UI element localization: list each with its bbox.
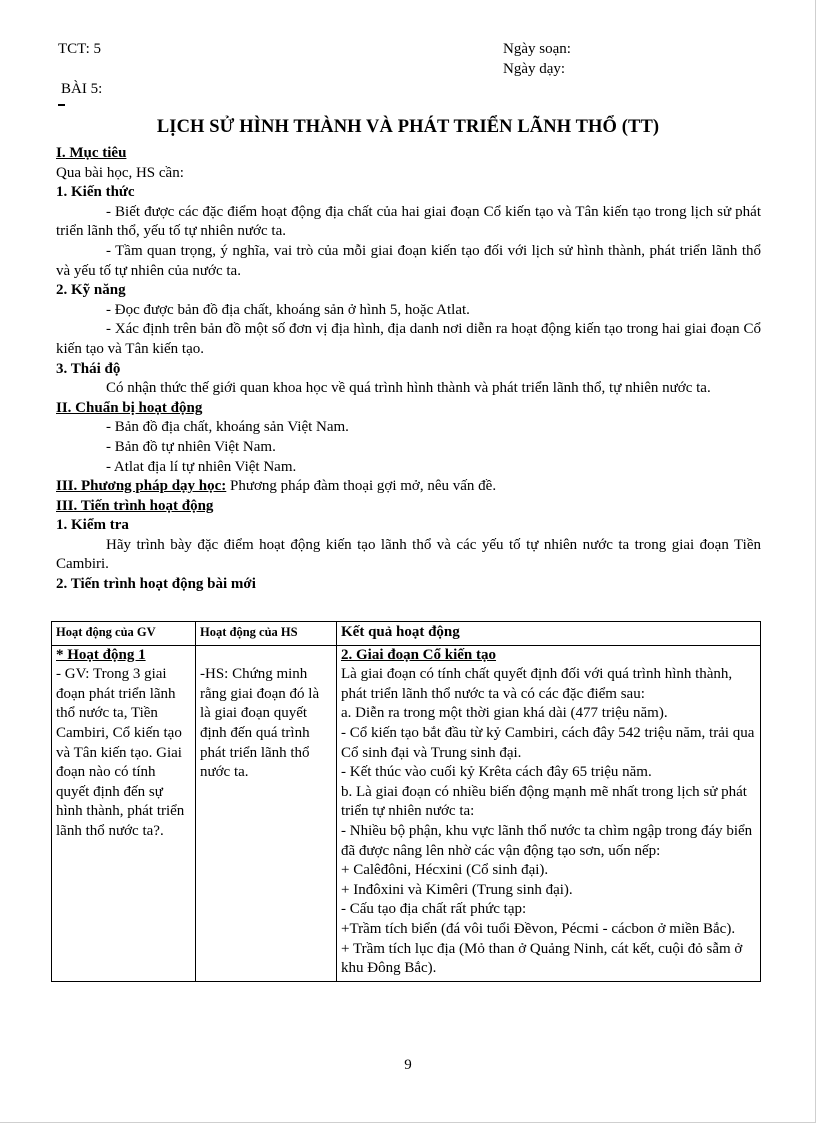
tct-label: TCT: 5 <box>58 41 102 57</box>
cell-ket-qua <box>337 645 761 981</box>
ky-nang-item-1: - Đọc được bản đồ địa chất, khoáng sản ở hình 5, hoặc Atlat. <box>106 301 470 318</box>
kq-line: Là giai đoạn có tính chất quyết định đối với quá trình hình thành, phát triển lãnh thổ nước ta và có các đặc điểm sau: <box>341 666 733 702</box>
table-header-row <box>52 622 761 646</box>
chuan-bi-item-2: - Bản đồ tự nhiên Việt Nam. <box>106 438 276 455</box>
ngay-day-label: Ngày dạy: <box>503 61 566 77</box>
page-number: 9 <box>404 1057 412 1073</box>
phuong-phap-line <box>56 477 761 497</box>
heading-tien-trinh-bai-moi: 2. Tiến trình hoạt động bài mới <box>56 576 256 593</box>
thai-do-item-1: Có nhận thức thế giới quan khoa học về quá trình hình thành và phát triển lãnh thổ, tự nhiên nước ta. <box>106 380 711 397</box>
page-title: LỊCH SỬ HÌNH THÀNH VÀ PHÁT TRIỂN LÃNH THỔ (TT) <box>156 117 660 137</box>
bai-label: BÀI 5: <box>61 81 103 97</box>
header-gv: Hoạt động của GV <box>52 622 196 646</box>
kq-line: b. Là giai đoạn có nhiều biến động mạnh mẽ nhất trong lịch sử phát triển tự nhiên nước ta: <box>341 783 747 820</box>
header-hs: Hoạt động của HS <box>196 622 337 646</box>
kiem-tra-text: Hãy trình bày đặc điểm hoạt động kiến tạo lãnh thổ và các yếu tố tự nhiên nước ta trong giai đoạn Tiền Cambiri. <box>56 536 761 573</box>
kq-line: - Cổ kiến tạo bắt đầu từ kỷ Cambiri, cách đây 542 triệu năm, trải qua Cổ sinh đại và Trung sinh đại. <box>341 724 755 761</box>
kq-line: - Nhiều bộ phận, khu vực lãnh thổ nước ta chìm ngập trong đáy biển đã được nâng lên nhờ các vận động tạo sơn, uốn nếp: <box>341 822 753 859</box>
kien-thuc-item-1: - Biết được các đặc điểm hoạt động địa chất của hai giai đoạn Cổ kiến tạo và Tân kiến tạo trong lịch sử phát triển lãnh thổ, yếu tố tự nhiên nước ta. <box>56 203 761 240</box>
heading-ky-nang: 2. Kỹ năng <box>56 282 126 299</box>
section-muc-tieu: I. Mục tiêu <box>56 145 127 161</box>
gv-text: - GV: Trong 3 giai đoạn phát triển lãnh thổ nước ta, Tiền Cambiri, Cổ kiến tạo và Tân kiến tạo. Giai đoạn nào có tính quyết định đến sự hình thành, phát triển lãnh thổ nước ta?. <box>56 666 185 839</box>
cell-gv <box>52 645 196 981</box>
dash-mark <box>58 104 65 106</box>
phuong-phap-text: Phương pháp đàm thoại gợi mở, nêu vấn đề. <box>226 478 497 495</box>
gv-title: * Hoạt động 1 <box>56 646 146 663</box>
hs-text: -HS: Chứng minh rằng giai đoạn đó là là giai đoạn quyết định đến quá trình phát triển lãnh thổ nước ta. <box>200 666 320 781</box>
lesson-content <box>56 144 761 595</box>
table-row <box>52 645 761 981</box>
section-phuong-phap: III. Phương pháp dạy học: <box>56 478 227 495</box>
ky-nang-item-2: - Xác định trên bản đồ một số đơn vị địa hình, địa danh nơi diễn ra hoạt động kiến tạo trong hai giai đoạn Cổ kiến tạo và Tân kiến tạo. <box>56 321 761 357</box>
section-chuan-bi: II. Chuẩn bị hoạt động <box>56 399 203 416</box>
qua-bai-hoc: Qua bài học, HS cần: <box>56 164 184 181</box>
header-ket-qua: Kết quả hoạt động <box>337 622 761 646</box>
kq-line: + Inđôxini và Kimêri (Trung sinh đại). <box>341 881 573 898</box>
kq-line: a. Diễn ra trong một thời gian khá dài (477 triệu năm). <box>341 705 668 722</box>
heading-kien-thuc: 1. Kiến thức <box>56 184 135 201</box>
heading-kiem-tra: 1. Kiểm tra <box>56 517 129 534</box>
chuan-bi-item-1: - Bản đồ địa chất, khoáng sản Việt Nam. <box>106 419 349 436</box>
section-tien-trinh: III. Tiến trình hoạt động <box>56 497 214 514</box>
kq-title: 2. Giai đoạn Cổ kiến tạo <box>341 646 497 663</box>
kq-line: - Kết thúc vào cuối kỷ Krêta cách đây 65 triệu năm. <box>341 764 652 781</box>
kq-line: - Cấu tạo địa chất rất phức tạp: <box>341 901 527 918</box>
kien-thuc-item-2: - Tầm quan trọng, ý nghĩa, vai trò của mỗi giai đoạn kiến tạo đối với lịch sử hình thành, phát triển lãnh thổ và yếu tố tự nhiên của nước ta. <box>56 242 761 279</box>
cell-hs <box>196 645 337 981</box>
activity-table <box>51 621 761 982</box>
ngay-soan-label: Ngày soạn: <box>503 41 571 57</box>
heading-thai-do: 3. Thái độ <box>56 360 121 377</box>
kq-line: + Trầm tích lục địa (Mỏ than ở Quảng Ninh, cát kết, cuội đỏ sẫm ở khu Đông Bắc). <box>341 940 743 977</box>
kq-line: + Calêđôni, Hécxini (Cổ sinh đại). <box>341 862 549 879</box>
chuan-bi-item-3: - Atlat địa lí tự nhiên Việt Nam. <box>106 458 297 475</box>
kq-line: +Trầm tích biển (đá vôi tuổi Đềvon, Pécmi - cácbon ở miền Bắc). <box>341 920 736 937</box>
